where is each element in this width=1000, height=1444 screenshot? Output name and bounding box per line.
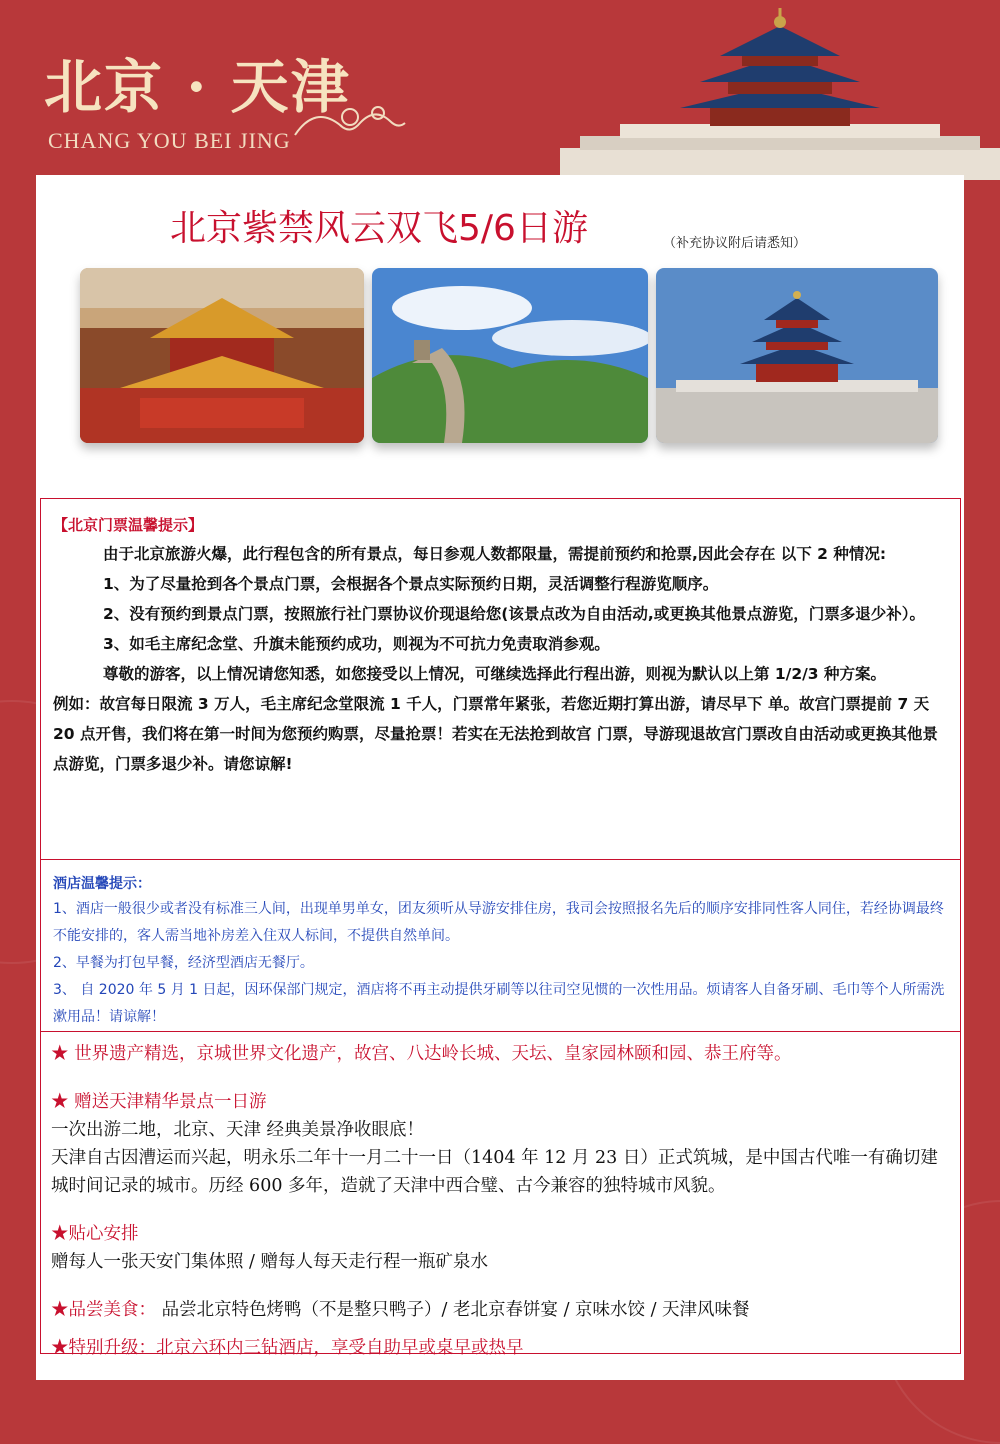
brand-subtitle: CHANG YOU BEI JING xyxy=(48,128,291,153)
feature-care-heading: ★贴心安排 xyxy=(51,1224,139,1244)
feature-heritage: ★ 世界遗产精选，京城世界文化遗产，故宫、八达岭长城、天坛、皇家园林颐和园、恭王府等。 xyxy=(51,1044,792,1064)
ticket-notice-heading: 【北京门票温馨提示】 xyxy=(53,516,204,534)
ticket-notice-item: 1、为了尽量抢到各个景点门票，会根据各个景点实际预约日期，灵活调整行程游览顺序。 xyxy=(103,575,719,593)
hotel-notice-item: 3、 自 2020 年 5 月 1 日起，因环保部门规定，酒店将不再主动提供牙刷等以往司空见惯的一次性用品。烦请客人自备牙刷、毛巾等个人所需洗漱用品！请谅解！ xyxy=(53,982,945,1025)
trip-note: （补充协议附后请悉知） xyxy=(663,236,807,251)
feature-tianjin-line: 一次出游二地，北京、天津 经典美景净收眼底！ xyxy=(51,1120,425,1140)
features-section xyxy=(40,1031,961,1358)
header-banner xyxy=(0,0,1000,175)
ticket-notice-item: 3、如毛主席纪念堂、升旗未能预约成功，则视为不可抗力免责取消参观。 xyxy=(103,635,610,653)
trip-title: 北京紫禁风云双飞5/6日游 xyxy=(170,208,588,249)
hotel-notice-item: 2、早餐为打包早餐，经济型酒店无餐厅。 xyxy=(53,955,314,971)
photo-temple-of-heaven xyxy=(656,268,938,443)
feature-food-heading: ★品尝美食： xyxy=(51,1300,156,1320)
hotel-notice-item: 1、酒店一般很少或者没有标准三人间，出现单男单女，团友须听从导游安排住房，我司会按照报名先后的顺序安排同性客人同住，若经协调最终不能安排的，客人需当地补房差入住双人标间，不提供自然单间。 xyxy=(53,901,944,944)
feature-food-line xyxy=(51,1296,950,1324)
feature-upgrade: ★特别升级：北京六环内三钻酒店，享受自助早或桌早或热早 xyxy=(51,1338,524,1358)
auspicious-cloud-icon xyxy=(290,95,410,145)
photo-great-wall xyxy=(372,268,648,443)
brand-title: 北京 · 天津 xyxy=(44,53,351,121)
ticket-notice-item: 2、没有预约到景点门票，按照旅行社门票协议价现退给您(该景点改为自由活动,或更换其他景点游览，门票多退少补）。 xyxy=(103,605,926,623)
feature-tianjin-history: 天津自古因漕运而兴起，明永乐二年十一月二十一日（1404 年 12 月 23 日）正式筑城，是中国古代唯一有确切建城时间记录的城市。历经 600 多年，造就了天津中西合璧、古今兼容的独特城市风貌。 xyxy=(51,1148,938,1196)
ticket-notice-intro: 由于北京旅游火爆，此行程包含的所有景点，每日参观人数都限量，需提前预约和抢票,因此会存在 以下 2 种情况: xyxy=(103,545,887,563)
feature-food-text: 品尝北京特色烤鸭（不是整只鸭子）/ 老北京春饼宴 / 京味水饺 / 天津风味餐 xyxy=(156,1300,750,1320)
ticket-notice-section xyxy=(40,498,961,860)
photo-forbidden-city xyxy=(80,268,364,443)
hotel-notice-section xyxy=(40,859,961,1032)
feature-care-text: 赠每人一张天安门集体照 / 赠每人每天走行程一瓶矿泉水 xyxy=(51,1252,489,1272)
ticket-notice-respect: 尊敬的游客，以上情况请您知悉，如您接受以上情况，可继续选择此行程出游，则视为默认以上第 1/2/3 种方案。 xyxy=(103,665,886,683)
ticket-notice-example: 例如：故宫每日限流 3 万人，毛主席纪念堂限流 1 千人，门票常年紧张，若您近期打算出游，请尽早下 单。故宫门票提前 7 天 20 点开售，我们将在第一时间为您预约购票，尽量抢票！若实在无法抢到故宫 门票，导游现退故宫门票改自由活动或更换其他景点游览，门票多退少补。请您谅解! xyxy=(53,695,938,773)
temple-of-heaven-illustration xyxy=(560,8,1000,180)
hotel-notice-heading: 酒店温馨提示： xyxy=(53,876,151,892)
feature-tianjin-heading: ★ 赠送天津精华景点一日游 xyxy=(51,1092,267,1112)
